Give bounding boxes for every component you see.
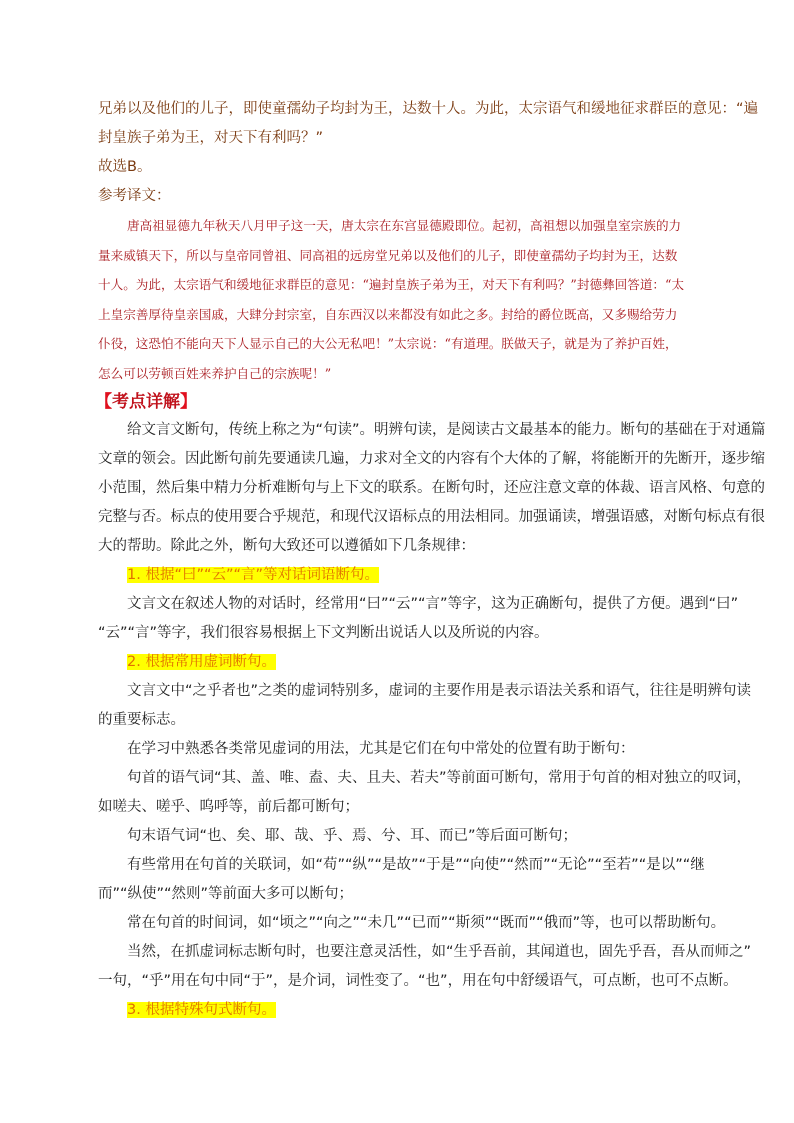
paragraph-line: 大的帮助。除此之外，断句大致还可以遵循如下几条规律： bbox=[98, 538, 475, 554]
translation-line: 十人。为此，太宗语气和缓地征求群臣的意见：“遍封皇族子弟为王，对天下有利吗？”封德彝回答道：“太 bbox=[98, 277, 685, 292]
rule-1-highlight: 1. 根据“曰”“云”“言”等对话词语断句。 bbox=[127, 567, 380, 583]
translation-line: 仆役，这恐怕不能向天下人显示自己的大公无私吧！”太宗说：“有道理。朕做天子，就是为了养护百姓， bbox=[98, 336, 678, 351]
translation-line: 怎么可以劳顿百姓来养护自己的宗族呢！” bbox=[98, 365, 332, 381]
top-line-1: 兄弟以及他们的儿子，即使童孺幼子均封为王，达数十人。为此，太宗语气和缓地征求群臣的意见：“遍 bbox=[98, 101, 759, 117]
rule-2 bbox=[98, 648, 724, 677]
paragraph-line: “云”“言”等字，我们很容易根据上下文判断出说话人以及所说的内容。 bbox=[98, 625, 549, 641]
paragraph-line: 小范围，然后集中精力分析难断句与上下文的联系。在断句时，还应注意文章的体裁、语言风格、句意的 bbox=[98, 480, 765, 496]
paragraph-line: 完整与否。标点的使用要合乎规范，和现代汉语标点的用法相同。加强诵读，增强语感，对断句标点有很 bbox=[98, 509, 765, 525]
paragraph-line: 在学习中熟悉各类常见虚词的用法，尤其是它们在句中常处的位置有助于断句： bbox=[127, 741, 635, 757]
paragraph-line: 文言文中“之乎者也”之类的虚词特别多，虚词的主要作用是表示语法关系和语气，往往是明辨句读 bbox=[127, 683, 752, 699]
translation-line: 唐高祖显德九年秋天八月甲子这一天，唐太宗在东宫显德殿即位。起初，高祖想以加强皇室宗族的力 bbox=[127, 218, 682, 233]
rule-3 bbox=[98, 996, 724, 1025]
document-page bbox=[95, 95, 766, 1025]
translation-line: 上皇宗善厚待皇亲国戚，大肆分封宗室，自东西汉以来都没有如此之多。封给的爵位既高，又多赐给劳力 bbox=[98, 306, 678, 322]
paragraph-line: 如嗟夫、嗟乎、呜呼等，前后都可断句； bbox=[98, 799, 359, 815]
top-line-2: 封皇族子弟为王，对天下有利吗？” bbox=[98, 130, 324, 146]
paragraph-line: 文言文在叙述人物的对话时，经常用“曰”“云”“言”等字，这为正确断句，提供了方便。遇到“曰” bbox=[127, 596, 739, 612]
explanation-body bbox=[98, 416, 766, 1025]
heading-title: 考点详解 bbox=[112, 392, 180, 412]
paragraph-line: 句首的语气词“其、盖、唯、盍、夫、且夫、若夫”等前面可断句，常用于句首的相对独立的叹词， bbox=[127, 770, 752, 786]
paragraph-line: 文章的领会。因此断句前先要通读几遍，力求对全文的内容有个大体的了解，将能断开的先断开，逐步缩 bbox=[98, 451, 765, 467]
paragraph-line: 的重要标志。 bbox=[98, 712, 185, 728]
rule-3-highlight: 3. 根据特殊句式断句。 bbox=[127, 1002, 276, 1018]
heading-close-bracket: 】 bbox=[180, 392, 197, 412]
paragraph-line: 给文言文断句，传统上称之为“句读”。明辨句读，是阅读古文最基本的能力。断句的基础在于对通篇 bbox=[127, 422, 766, 438]
paragraph-line: 常在句首的时间词，如“顷之”“向之”“未几”“已而”“斯须”“既而”“俄而”等，也可以帮助断句。 bbox=[127, 915, 726, 931]
paragraph-line: 而”“纵使”“然则”等前面大多可以断句； bbox=[98, 886, 354, 902]
translation-block bbox=[98, 211, 724, 388]
section-heading bbox=[95, 388, 724, 416]
paragraph-line: 一句，“乎”用在句中同“于”，是介词，词性变了。“也”，用在句中舒缓语气，可点断，也可不点断。 bbox=[98, 973, 738, 989]
paragraph-line: 有些常用在句首的关联词，如“苟”“纵”“是故”“于是”“向使”“然而”“无论”“至若”“是以”“继 bbox=[127, 857, 705, 873]
heading-open-bracket: 【 bbox=[95, 392, 112, 412]
translation-line: 量来威镇天下，所以与皇帝同曾祖、同高祖的远房堂兄弟以及他们的儿子，即使童孺幼子均封为王，达数 bbox=[98, 247, 678, 263]
paragraph-line: 当然，在抓虚词标志断句时，也要注意灵活性，如“生乎吾前，其闻道也，固先乎吾，吾从而师之” bbox=[127, 944, 752, 960]
answer-line: 故选B。 bbox=[98, 159, 152, 175]
reference-label: 参考译文： bbox=[98, 188, 171, 204]
rule-2-highlight: 2. 根据常用虚词断句。 bbox=[127, 654, 276, 670]
paragraph-line: 句末语气词“也、矣、耶、哉、乎、焉、兮、耳、而已”等后面可断句； bbox=[127, 828, 578, 844]
rule-1 bbox=[98, 561, 724, 590]
